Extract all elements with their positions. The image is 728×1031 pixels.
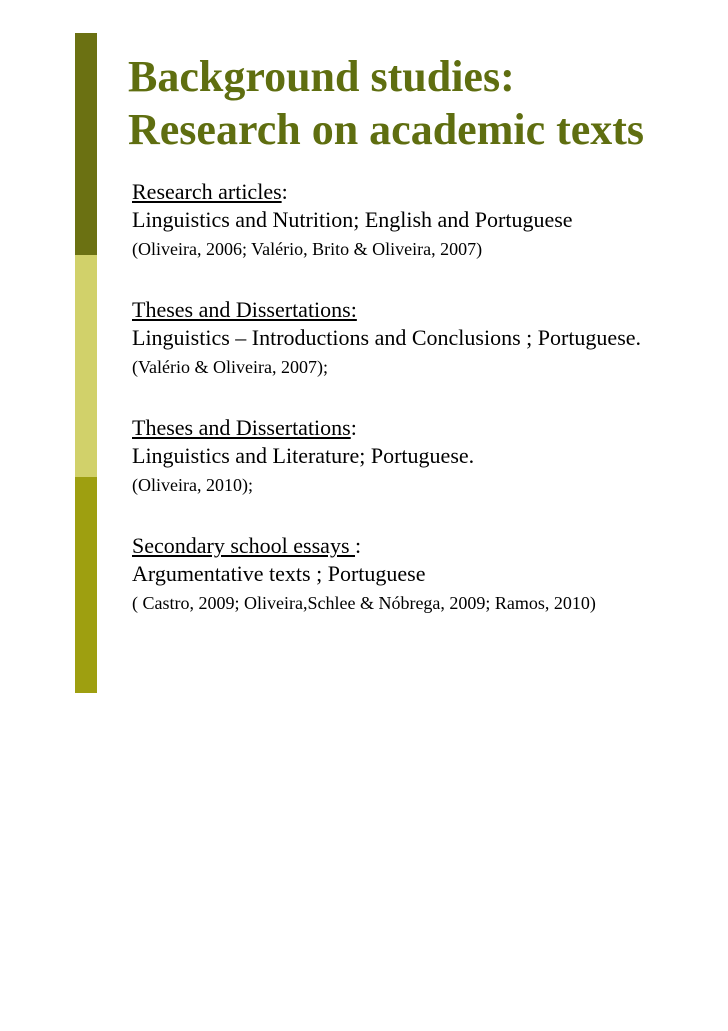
section-heading-label: Theses and Dissertations:	[132, 297, 357, 322]
accent-bar-middle	[75, 255, 97, 477]
section-detail: Linguistics – Introductions and Conclusions ; Portuguese.	[132, 325, 642, 350]
section-heading	[132, 414, 722, 442]
section-heading-suffix: :	[355, 533, 362, 558]
section-heading	[132, 178, 722, 206]
slide-title-line-1: Background studies:	[128, 52, 515, 101]
slide-title	[128, 50, 644, 156]
section-theses-dissertations-1	[132, 296, 722, 382]
slide-body	[132, 178, 722, 650]
section-theses-dissertations-2	[132, 414, 722, 500]
section-heading-suffix: :	[281, 179, 288, 204]
slide-title-line-2: Research on academic texts	[128, 105, 645, 154]
section-detail: Linguistics and Literature; Portuguese.	[132, 443, 475, 468]
section-research-articles	[132, 178, 722, 264]
section-heading	[132, 296, 722, 324]
section-heading-label: Secondary school essays	[132, 533, 356, 558]
section-references: ( Castro, 2009; Oliveira,Schlee & Nóbrega, 2009; Ramos, 2010)	[132, 593, 596, 613]
section-references: (Oliveira, 2006; Valério, Brito & Oliveira, 2007)	[132, 239, 483, 259]
section-detail: Linguistics and Nutrition; English and Portuguese	[132, 207, 573, 232]
accent-bar-bottom	[75, 477, 97, 693]
section-references: (Valério & Oliveira, 2007);	[132, 357, 328, 377]
section-references: (Oliveira, 2010);	[132, 475, 253, 495]
section-heading-suffix: :	[350, 415, 357, 440]
section-heading-label: Research articles	[132, 179, 282, 204]
accent-bar-top	[75, 33, 97, 255]
section-heading-label: Theses and Dissertations	[132, 415, 351, 440]
section-heading	[132, 532, 722, 560]
section-secondary-school-essays	[132, 532, 722, 618]
section-detail: Argumentative texts ; Portuguese	[132, 561, 426, 586]
